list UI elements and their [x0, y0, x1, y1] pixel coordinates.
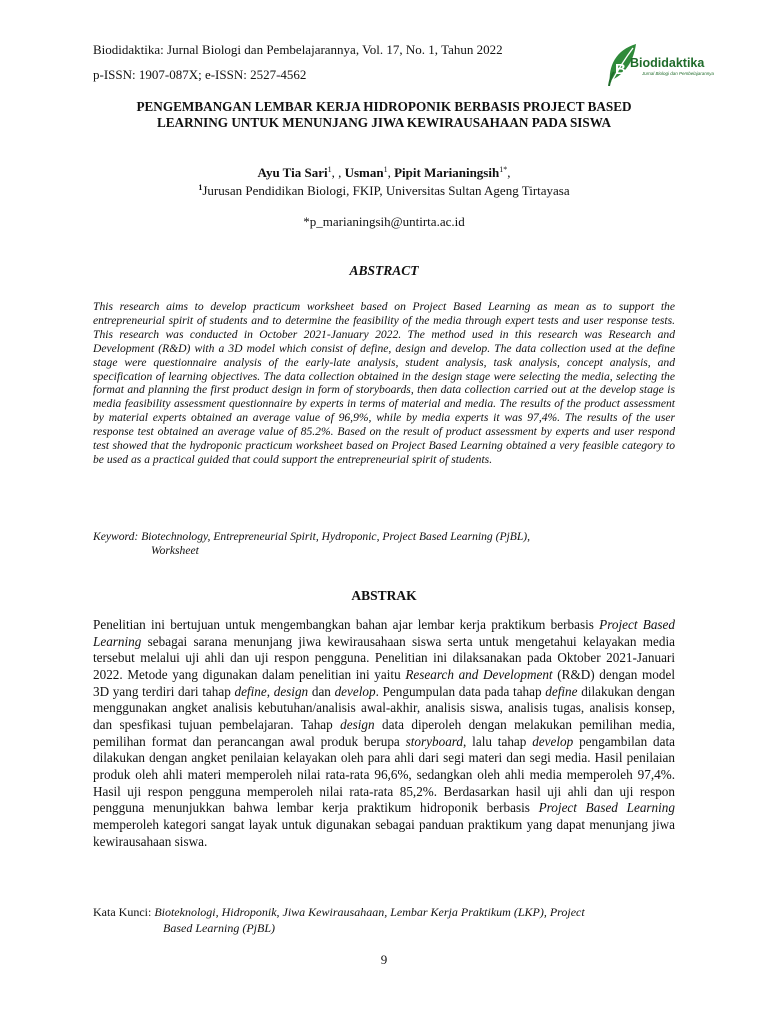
- author-name: Usman: [344, 165, 384, 180]
- abstract-english-text: This research aims to develop practicum worksheet based on Project Based Learning as mean as to support the entrepreneurial spirit of students and to determine the feasibility of the media through expert tests and user response tests. This research was conducted in October 2021-January 2022. The method used in this research was Research and Development (R&D) with a 3D model which consist of define, design and develop. The data collection used at the define stage were questionnaire analysis of the early-late analysis, student analysis, task analysis, concept analysis, and specification of learning objectives. The data collection obtained in the design stage were selecting the media, selecting the format and planning the first product design in form of storyboards, then data collection carried out at the develop stage is media feasibility assessment questionnaire by experts in terms of material and media. The results of the product assessment by material experts obtained an average value of 96,9%, while by media experts it was 97,4%. The results of the user response test obtained an average value of 85.2%. Based on the result of product assessment by experts and user respond test showed that the hydroponic practicum worksheet based on Project Based Learning obtained a very feasible category to be used as a practical guided that could support the entrepreneurial spirit of students.: [93, 300, 675, 466]
- issn-line: p-ISSN: 1907-087X; e-ISSN: 2527-4562: [93, 67, 307, 82]
- journal-logo: [606, 40, 715, 88]
- author-affiliation-mark: 1*: [499, 165, 508, 174]
- abstract-heading: ABSTRACT: [349, 263, 419, 278]
- abstract-indonesian-text: Penelitian ini bertujuan untuk mengembangkan bahan ajar lembar kerja praktikum berbasis Project Based Learning sebagai sarana menunjang jiwa kewirausahaan siswa serta untuk mengetahui kelayakan media tersebut melalui uji ahli dan uji respon pengguna. Penelitian ini dilaksanakan pada Oktober 2021-Januari 2022. Metode yang digunakan dalam penelitian ini yaitu Research and Development (R&D) dengan model 3D yang terdiri dari tahap define, design dan develop. Pengumpulan data pada tahap define dilakukan dengan menggunakan angket analisis kebutuhan/analisis awal-akhir, analisis siswa, analisis tugas, analisis konsep, dan spesfikasi tujuan pembelajaran. Tahap design data diperoleh dengan melakukan pemilihan media, pemilihan format dan perancangan awal produk berupa storyboard, lalu tahap develop pengambilan data dilakukan dengan angket penilaian kelayakan oleh para ahli dari segi materi dan segi media. Hasil penilaian produk oleh ahli materi memperoleh nilai rata-rata 96,6%, sedangkan oleh ahli media memperoleh 97,4%. Hasil uji respon pengguna memperoleh nilai rata-rata 85,2%. Berdasarkan hasil uji ahli dan uji respon pengguna menunjukkan bahwa lembar kerja praktikum hidroponik berbasis Project Based Learning memperoleh kategori sangat layak untuk digunakan sebagai panduan praktikum yang dapat menunjang jiwa kewirausahaan siswa.: [93, 617, 676, 849]
- article-title: PENGEMBANGAN LEMBAR KERJA HIDROPONIK BERBASIS PROJECT BASED LEARNING UNTUK MENUNJANG JIWA KEWIRAUSAHAAN PADA SISWA: [136, 99, 632, 130]
- abstrak-heading: ABSTRAK: [351, 588, 417, 603]
- author-affiliation-mark: 1: [327, 165, 332, 174]
- logo-wordmark: Biodidaktika: [630, 56, 705, 70]
- author-affiliation-mark: 1: [383, 165, 388, 174]
- indonesian-keywords: [93, 904, 678, 936]
- page-number: 9: [380, 952, 388, 967]
- keyword-label: Kata Kunci:: [93, 905, 152, 919]
- keyword-values: Bioteknologi, Hidroponik, Jiwa Kewirausahaan, Lembar Kerja Praktikum (LKP), Project: [154, 905, 585, 919]
- english-keywords: [93, 530, 675, 558]
- corresponding-email: *p_marianingsih@untirta.ac.id: [303, 214, 465, 229]
- affiliation: [0, 183, 768, 199]
- journal-citation: Biodidaktika: Jurnal Biologi dan Pembelajarannya, Vol. 17, No. 1, Tahun 2022: [93, 42, 503, 57]
- author-name: Pipit Marianingsih: [394, 165, 500, 180]
- keyword-values: Biotechnology, Entrepreneurial Spirit, Hydroponic, Project Based Learning (PjBL),: [141, 530, 531, 543]
- svg-text:B: B: [615, 61, 626, 78]
- keyword-values-continued: Worksheet: [151, 544, 199, 557]
- affiliation-mark: 1: [198, 183, 203, 192]
- affiliation-text: Jurusan Pendidikan Biologi, FKIP, Universitas Sultan Ageng Tirtayasa: [202, 183, 570, 198]
- author-list: Ayu Tia Sari$^1$, , Usman$^1$, Pipit Marianingsih$^{1*}$,: [257, 165, 511, 180]
- keyword-values-continued: Based Learning (PjBL): [163, 921, 275, 935]
- logo-subtitle: Jurnal Biologi dan Pembelajarannya: [642, 71, 715, 76]
- author-name: Ayu Tia Sari: [257, 165, 328, 180]
- keyword-label: Keyword:: [93, 530, 139, 543]
